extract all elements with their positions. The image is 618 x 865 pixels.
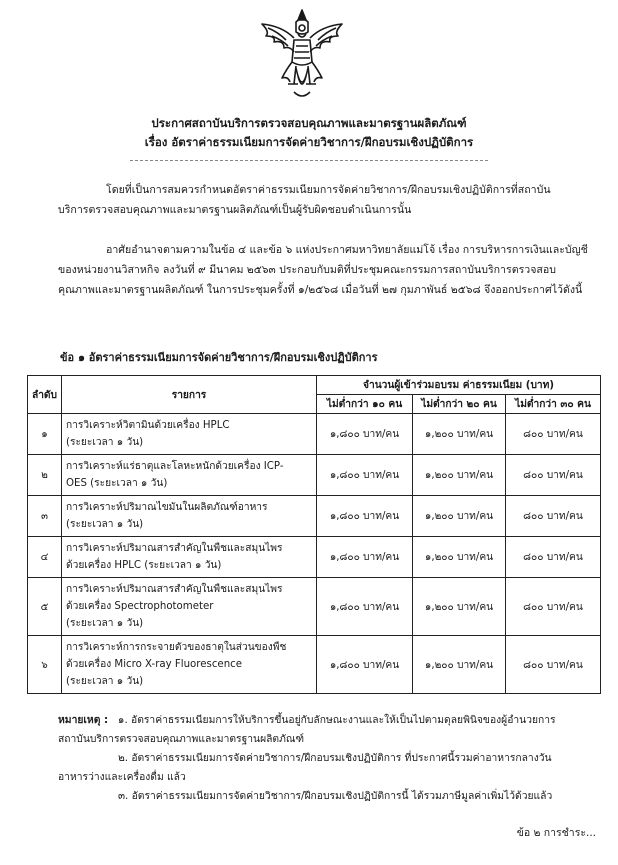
price-min-20: ๑,๒๐๐ บาท/คน	[413, 537, 506, 578]
row-item-line: (ระยะเวลา ๑ วัน)	[66, 519, 144, 530]
continuation-marker: ข้อ ๒ การชำระ...	[516, 827, 596, 839]
row-number: ๖	[28, 636, 62, 694]
row-item-line: OES (ระยะเวลา ๑ วัน)	[66, 478, 168, 489]
column-header-participants: จำนวนผู้เข้าร่วมอบรม ค่าธรรมเนียม (บาท)	[317, 376, 601, 395]
row-number: ๒	[28, 455, 62, 496]
table-row	[28, 636, 601, 694]
row-item	[62, 578, 317, 636]
table-row	[28, 455, 601, 496]
section-heading: ข้อ ๑ อัตราค่าธรรมเนียมการจัดค่ายวิชาการ/ฝึกอบรมเชิงปฏิบัติการ	[60, 351, 378, 364]
row-item-line: (ระยะเวลา ๑ วัน)	[66, 618, 144, 629]
price-min-20: ๑,๒๐๐ บาท/คน	[413, 578, 506, 636]
row-number: ๔	[28, 537, 62, 578]
title-divider	[130, 160, 488, 161]
row-number: ๑	[28, 414, 62, 455]
column-header-min-10: ไม่ต่ำกว่า ๑๐ คน	[317, 395, 413, 414]
row-item-line: ด้วยเครื่อง Spectrophotometer	[66, 601, 214, 612]
row-item	[62, 496, 317, 537]
column-header-min-20: ไม่ต่ำกว่า ๒๐ คน	[413, 395, 506, 414]
table-row	[28, 578, 601, 636]
row-item-line: การวิเคราะห์แร่ธาตุและโลหะหนักด้วยเครื่อง ICP-	[66, 461, 284, 472]
price-min-30: ๘๐๐ บาท/คน	[506, 636, 601, 694]
price-min-30: ๘๐๐ บาท/คน	[506, 455, 601, 496]
price-min-30: ๘๐๐ บาท/คน	[506, 496, 601, 537]
table-row	[28, 537, 601, 578]
row-item	[62, 455, 317, 496]
row-item-line: (ระยะเวลา ๑ วัน)	[66, 437, 144, 448]
column-header-number: ลำดับ	[28, 376, 62, 414]
note-1-line-1: ๑. อัตราค่าธรรมเนียมการให้บริการขึ้นอยู่กับลักษณะงานและให้เป็นไปตามดุลยพินิจของผู้อำนวยการ	[117, 714, 556, 726]
price-min-10: ๑,๘๐๐ บาท/คน	[317, 496, 413, 537]
row-number: ๓	[28, 496, 62, 537]
document-title: ประกาศสถาบันบริการตรวจสอบคุณภาพและมาตรฐานผลิตภัณฑ์	[151, 116, 467, 130]
price-min-10: ๑,๘๐๐ บาท/คน	[317, 537, 413, 578]
note-3: ๓. อัตราค่าธรรมเนียมการจัดค่ายวิชาการ/ฝึกอบรมเชิงปฏิบัติการนี้ ได้รวมภาษีมูลค่าเพิ่มไว้ด้วยแล้ว	[118, 790, 553, 802]
row-item-line: การวิเคราะห์วิตามินด้วยเครื่อง HPLC	[66, 420, 230, 431]
notes-block	[58, 711, 598, 806]
price-min-20: ๑,๒๐๐ บาท/คน	[413, 414, 506, 455]
table-row	[28, 414, 601, 455]
price-min-30: ๘๐๐ บาท/คน	[506, 537, 601, 578]
row-item	[62, 636, 317, 694]
row-item-line: การวิเคราะห์ปริมาณไขมันในผลิตภัณฑ์อาหาร	[66, 502, 268, 513]
column-header-item: รายการ	[62, 376, 317, 414]
row-item-line: การวิเคราะห์ปริมาณสารสำคัญในพืชและสมุนไพร	[66, 584, 283, 595]
price-min-10: ๑,๘๐๐ บาท/คน	[317, 414, 413, 455]
row-number: ๕	[28, 578, 62, 636]
price-min-10: ๑,๘๐๐ บาท/คน	[317, 455, 413, 496]
price-min-20: ๑,๒๐๐ บาท/คน	[413, 496, 506, 537]
preamble-paragraph: โดยที่เป็นการสมควรกำหนดอัตราค่าธรรมเนียมการจัดค่ายวิชาการ/ฝึกอบรมเชิงปฏิบัติการที่สถาบันบริการตรวจสอบคุณภาพและมาตรฐานผลิตภัณฑ์เป็นผู้รับผิดชอบดำเนินการนั้น	[58, 184, 551, 216]
note-1	[58, 711, 598, 730]
price-min-30: ๘๐๐ บาท/คน	[506, 414, 601, 455]
row-item-line: ด้วยเครื่อง Micro X-ray Fluorescence	[66, 659, 243, 670]
notes-label: หมายเหตุ :	[58, 714, 109, 726]
row-item-line: การวิเคราะห์ปริมาณสารสำคัญในพืชและสมุนไพร	[66, 543, 283, 554]
document-subject: เรื่อง อัตราค่าธรรมเนียมการจัดค่ายวิชาการ/ฝึกอบรมเชิงปฏิบัติการ	[144, 135, 474, 149]
authority-paragraph: อาศัยอำนาจตามความในข้อ ๔ และข้อ ๖ แห่งประกาศมหาวิทยาลัยแม่โจ้ เรื่อง การบริหารการเงินและบัญชีของหน่วยงานวิสาหกิจ ลงวันที่ ๙ มีนาคม ๒๕๖๓ ประกอบกับมติที่ประชุมคณะกรรมการสถาบันบริการตรวจสอบคุณภาพและมาตรฐานผลิตภัณฑ์ ในการประชุมครั้งที่ ๑/๒๕๖๘ เมื่อวันที่ ๒๗ กุมภาพันธ์ ๒๕๖๘ จึงออกประกาศไว้ดังนี้	[58, 244, 588, 296]
price-min-20: ๑,๒๐๐ บาท/คน	[413, 636, 506, 694]
row-item-line: ด้วยเครื่อง HPLC (ระยะเวลา ๑ วัน)	[66, 560, 222, 571]
price-min-10: ๑,๘๐๐ บาท/คน	[317, 578, 413, 636]
row-item-line: (ระยะเวลา ๑ วัน)	[66, 676, 144, 687]
row-item	[62, 414, 317, 455]
note-1-continued: สถาบันบริการตรวจสอบคุณภาพและมาตรฐานผลิตภัณฑ์	[58, 733, 305, 745]
row-item	[62, 537, 317, 578]
row-item-line: การวิเคราะห์การกระจายตัวของธาตุในส่วนของพืช	[66, 642, 287, 653]
price-min-30: ๘๐๐ บาท/คน	[506, 578, 601, 636]
note-2: ๒. อัตราค่าธรรมเนียมการจัดค่ายวิชาการ/ฝึกอบรมเชิงปฏิบัติการ ที่ประกาศนี้รวมค่าอาหารกลางวัน	[118, 752, 552, 764]
note-2-continued: อาหารว่างและเครื่องดื่ม แล้ว	[58, 771, 186, 783]
fee-table	[27, 375, 601, 694]
price-min-10: ๑,๘๐๐ บาท/คน	[317, 636, 413, 694]
price-min-20: ๑,๒๐๐ บาท/คน	[413, 455, 506, 496]
table-row	[28, 496, 601, 537]
column-header-min-30: ไม่ต่ำกว่า ๓๐ คน	[506, 395, 601, 414]
garuda-emblem-icon	[252, 6, 352, 102]
